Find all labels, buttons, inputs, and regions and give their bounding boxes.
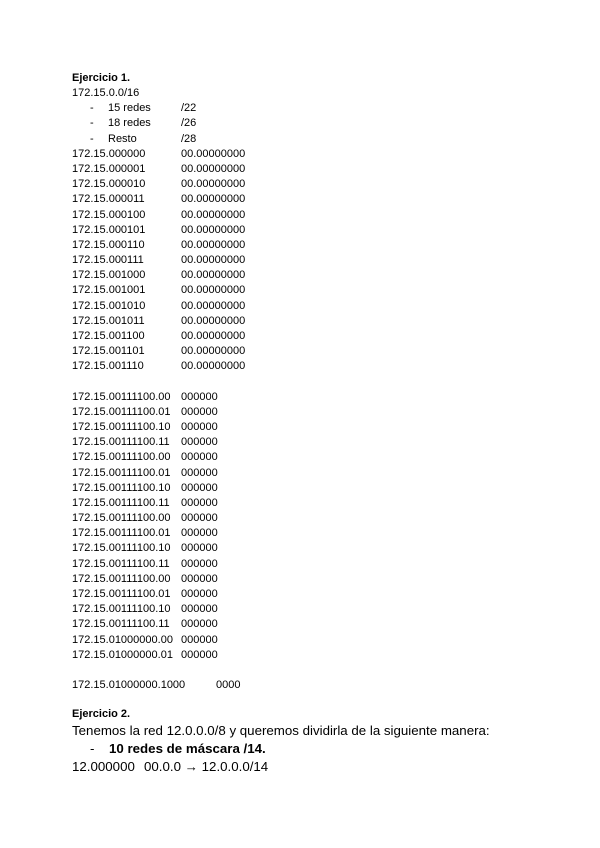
subnet-host-bits: 00.00000000 bbox=[181, 284, 246, 297]
subnet-host-bits: 0000 bbox=[216, 678, 241, 691]
subnet-row bbox=[72, 405, 552, 420]
subnet-network-bits: 172.15.00111100.10 bbox=[72, 420, 171, 433]
subnet-result: 00.0.0 → 12.0.0.0/14 bbox=[144, 758, 269, 774]
requirement-mask: /26 bbox=[181, 117, 197, 130]
subnet-row bbox=[72, 466, 552, 481]
bullet-text: 10 redes de máscara /14. bbox=[109, 740, 266, 756]
subnet-network-bits: 172.15.001011 bbox=[72, 314, 145, 327]
subnet-network-bits: 172.15.00111100.00 bbox=[72, 390, 171, 403]
exercise2-subnet-row bbox=[72, 758, 552, 776]
subnet-network-bits: 172.15.00111100.11 bbox=[72, 618, 170, 631]
subnet-host-bits: 000000 bbox=[181, 633, 218, 646]
bullet-dash: - bbox=[90, 132, 94, 145]
subnet-requirement-item bbox=[72, 101, 552, 116]
subnet-host-bits: 000000 bbox=[181, 496, 218, 509]
requirement-mask: /22 bbox=[181, 102, 197, 115]
subnet-table-22 bbox=[72, 147, 552, 375]
subnet-row bbox=[72, 223, 552, 238]
subnet-host-bits: 000000 bbox=[181, 481, 218, 494]
subnet-row bbox=[72, 344, 552, 359]
subnet-row bbox=[72, 481, 552, 496]
subnet-network-bits: 12.000000 bbox=[72, 758, 135, 774]
subnet-row bbox=[72, 162, 552, 177]
subnet-row bbox=[72, 648, 552, 663]
exercise1-network: 172.15.0.0/16 bbox=[72, 87, 140, 99]
subnet-network-bits: 172.15.001100 bbox=[72, 330, 145, 342]
requirement-mask: /28 bbox=[181, 132, 197, 145]
subnet-host-bits: 00.00000000 bbox=[181, 147, 246, 160]
subnet-network-bits: 172.15.00111100.01 bbox=[72, 466, 171, 479]
subnet-row bbox=[72, 511, 552, 526]
requirement-label: 18 redes bbox=[108, 117, 151, 130]
subnet-row bbox=[72, 299, 552, 314]
subnet-network-bits: 172.15.000100 bbox=[72, 208, 146, 221]
subnet-row bbox=[72, 420, 552, 435]
subnet-row bbox=[72, 390, 552, 405]
subnet-host-bits: 00.00000000 bbox=[181, 314, 246, 327]
subnet-host-bits: 000000 bbox=[181, 603, 218, 616]
subnet-host-bits: 00.00000000 bbox=[181, 299, 246, 312]
subnet-row bbox=[72, 526, 552, 541]
bullet-dash: - bbox=[90, 102, 94, 115]
subnet-network-bits: 172.15.000001 bbox=[72, 162, 146, 175]
subnet-network-bits: 172.15.00111100.11 bbox=[72, 496, 170, 509]
subnet-network-bits: 172.15.01000000.01 bbox=[72, 648, 173, 661]
subnet-row bbox=[72, 314, 552, 329]
subnet-row-28 bbox=[72, 678, 552, 693]
subnet-table-26 bbox=[72, 390, 552, 663]
exercise2-intro: Tenemos la red 12.0.0.0/8 y queremos dividirla de la siguiente manera: bbox=[72, 722, 490, 738]
subnet-network-bits: 172.15.000000 bbox=[72, 147, 146, 160]
subnet-network-bits: 172.15.00111100.11 bbox=[72, 436, 170, 449]
subnet-network-bits: 172.15.001010 bbox=[72, 299, 146, 312]
subnet-row bbox=[72, 329, 552, 344]
subnet-row bbox=[72, 359, 552, 374]
subnet-network-bits: 172.15.00111100.00 bbox=[72, 512, 171, 525]
subnet-row bbox=[72, 587, 552, 602]
subnet-row bbox=[72, 435, 552, 450]
subnet-row bbox=[72, 147, 552, 162]
subnet-network-bits: 172.15.00111100.01 bbox=[72, 527, 171, 540]
subnet-host-bits: 00.00000000 bbox=[181, 238, 246, 251]
subnet-host-bits: 00.00000000 bbox=[181, 360, 246, 373]
document-page bbox=[72, 71, 552, 776]
subnet-network-bits: 172.15.00111100.00 bbox=[72, 451, 171, 464]
requirement-label: 15 redes bbox=[108, 102, 151, 115]
subnet-row bbox=[72, 633, 552, 648]
bullet-dash: - bbox=[90, 740, 95, 756]
subnet-host-bits: 000000 bbox=[181, 648, 218, 661]
subnet-host-bits: 000000 bbox=[181, 466, 218, 479]
subnet-host-bits: 000000 bbox=[181, 405, 218, 418]
subnet-host-bits: 000000 bbox=[181, 390, 218, 403]
subnet-network-bits: 172.15.000011 bbox=[72, 193, 145, 206]
subnet-network-bits: 172.15.001001 bbox=[72, 284, 146, 297]
subnet-host-bits: 00.00000000 bbox=[181, 269, 246, 282]
subnet-network-bits: 172.15.00111100.10 bbox=[72, 603, 171, 616]
subnet-network-bits: 172.15.00111100.00 bbox=[72, 572, 171, 585]
subnet-row bbox=[72, 450, 552, 465]
subnet-network-bits: 172.15.01000000.1000 bbox=[72, 678, 186, 691]
subnet-host-bits: 00.00000000 bbox=[181, 223, 246, 236]
subnet-row bbox=[72, 238, 552, 253]
subnet-host-bits: 000000 bbox=[181, 618, 218, 631]
subnet-host-bits: 00.00000000 bbox=[181, 254, 246, 267]
subnet-row bbox=[72, 602, 552, 617]
subnet-host-bits: 000000 bbox=[181, 572, 218, 585]
subnet-network-bits: 172.15.00111100.01 bbox=[72, 588, 171, 600]
subnet-host-bits: 00.00000000 bbox=[181, 208, 246, 221]
subnet-row bbox=[72, 283, 552, 298]
bullet-dash: - bbox=[90, 117, 94, 130]
subnet-host-bits: 00.00000000 bbox=[181, 193, 246, 206]
subnet-host-bits: 000000 bbox=[181, 527, 218, 540]
subnet-network-bits: 172.15.00111100.10 bbox=[72, 542, 171, 555]
subnet-host-bits: 00.00000000 bbox=[181, 345, 246, 358]
subnet-network-bits: 172.15.001110 bbox=[72, 360, 144, 373]
subnet-host-bits: 000000 bbox=[181, 436, 218, 449]
subnet-row bbox=[72, 268, 552, 283]
subnet-host-bits: 00.00000000 bbox=[181, 162, 246, 175]
subnet-network-bits: 172.15.00111100.01 bbox=[72, 405, 171, 418]
subnet-host-bits: 00.00000000 bbox=[181, 330, 246, 342]
subnet-row bbox=[72, 496, 552, 511]
subnet-host-bits: 000000 bbox=[181, 588, 218, 600]
subnet-host-bits: 000000 bbox=[181, 451, 218, 464]
subnet-row bbox=[72, 617, 552, 632]
exercise1-title: Ejercicio 1. bbox=[72, 72, 131, 84]
subnet-row bbox=[72, 177, 552, 192]
exercise2-bullet bbox=[72, 740, 552, 758]
subnet-network-bits: 172.15.000110 bbox=[72, 238, 145, 251]
subnet-host-bits: 000000 bbox=[181, 512, 218, 525]
subnet-network-bits: 172.15.001000 bbox=[72, 269, 146, 282]
spacer bbox=[72, 375, 552, 390]
subnet-requirement-item bbox=[72, 132, 552, 147]
subnet-requirement-item bbox=[72, 116, 552, 131]
subnet-network-bits: 172.15.001101 bbox=[72, 345, 145, 358]
subnet-network-bits: 172.15.00111100.11 bbox=[72, 557, 170, 570]
subnet-host-bits: 000000 bbox=[181, 420, 218, 433]
subnet-host-bits: 00.00000000 bbox=[181, 178, 246, 191]
subnet-network-bits: 172.15.000010 bbox=[72, 178, 146, 191]
exercise2-title: Ejercicio 2. bbox=[72, 707, 131, 720]
subnet-row bbox=[72, 192, 552, 207]
subnet-host-bits: 000000 bbox=[181, 542, 218, 555]
subnet-network-bits: 172.15.01000000.00 bbox=[72, 633, 173, 646]
subnet-network-bits: 172.15.00111100.10 bbox=[72, 481, 171, 494]
subnet-row bbox=[72, 557, 552, 572]
subnet-host-bits: 000000 bbox=[181, 557, 218, 570]
subnet-row bbox=[72, 541, 552, 556]
spacer bbox=[72, 663, 552, 678]
subnet-network-bits: 172.15.000111 bbox=[72, 254, 144, 267]
requirement-label: Resto bbox=[108, 132, 137, 145]
subnet-row bbox=[72, 572, 552, 587]
subnet-requirements-list bbox=[72, 101, 552, 147]
subnet-row bbox=[72, 208, 552, 223]
subnet-network-bits: 172.15.000101 bbox=[72, 223, 146, 236]
subnet-row bbox=[72, 253, 552, 268]
